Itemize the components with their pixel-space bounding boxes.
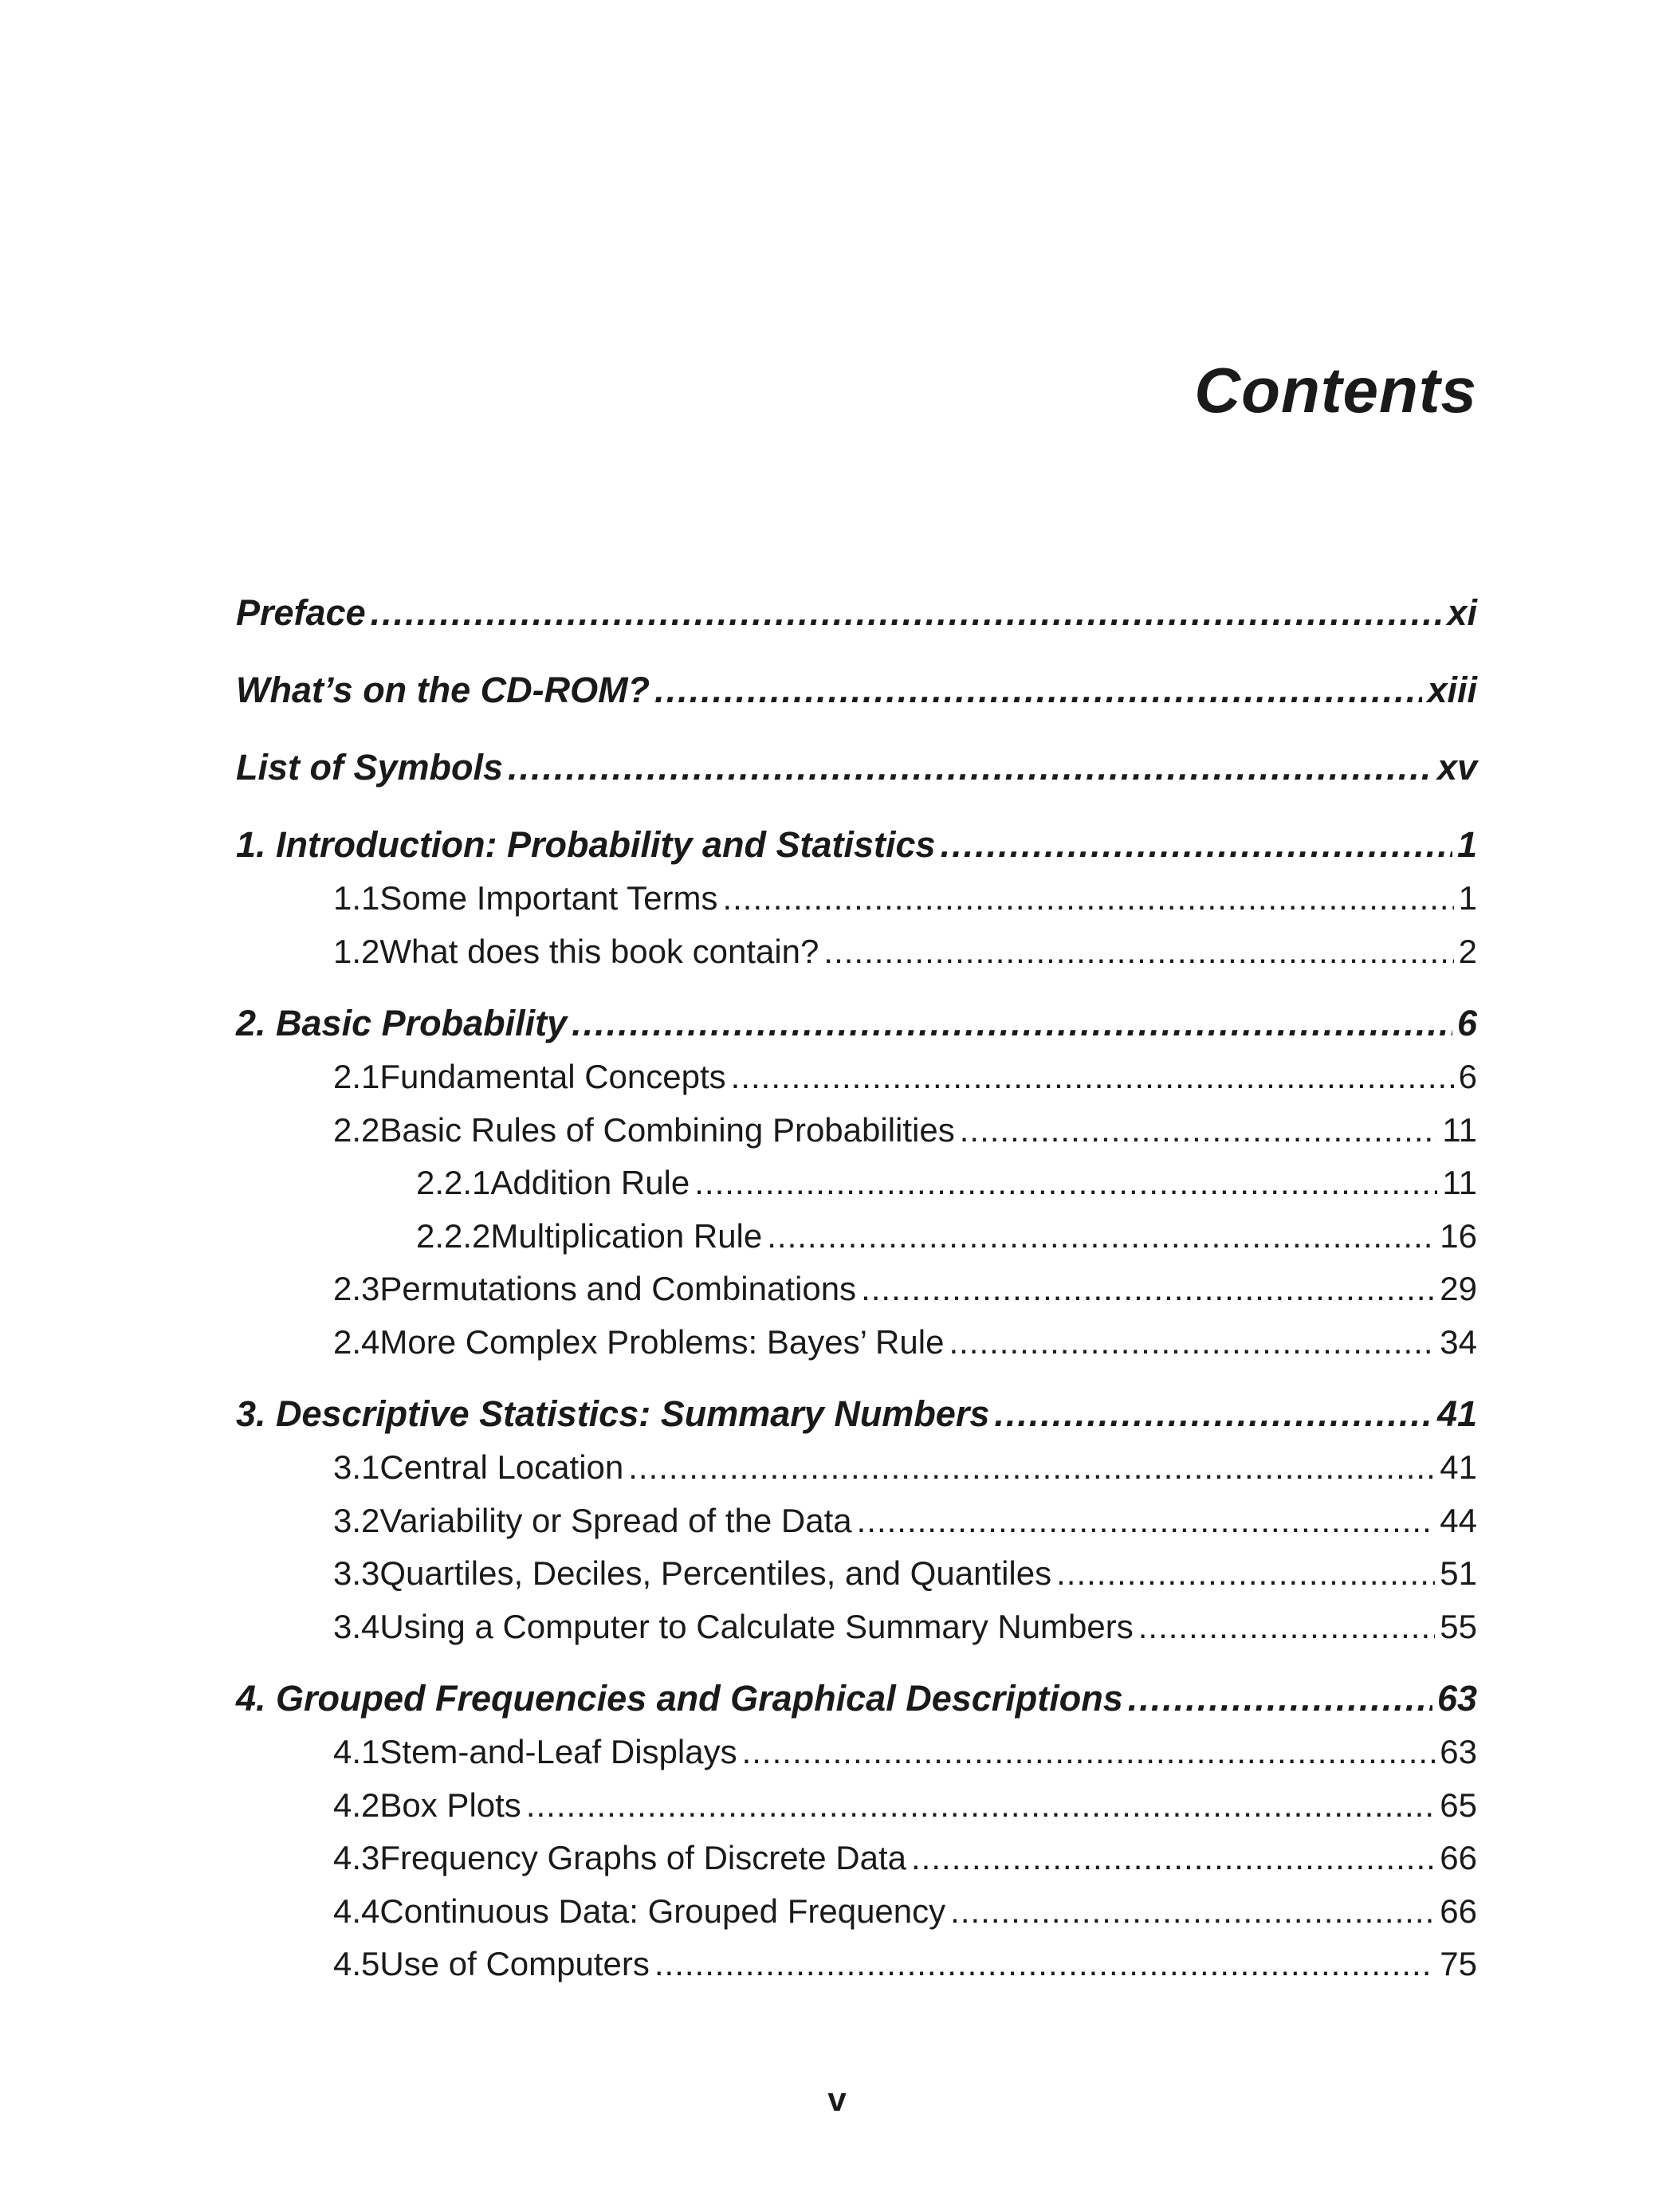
dot-leader	[654, 1938, 1435, 1991]
dot-leader	[694, 1157, 1437, 1210]
page-title: Contents	[1194, 355, 1477, 426]
toc-entry-label: What’s on the CD-ROM?	[236, 670, 650, 710]
toc-section-number: 2.2.2	[416, 1216, 491, 1255]
toc-entry-label: What does this book contain?	[379, 932, 819, 970]
toc-entry-label: Box Plots	[379, 1786, 521, 1824]
toc-entry-label: Multiplication Rule	[490, 1216, 763, 1255]
toc-chapter-1[interactable]	[236, 818, 1477, 872]
toc-entry-label: Preface	[236, 592, 366, 633]
dot-leader	[1056, 1547, 1435, 1601]
dot-leader	[654, 663, 1422, 717]
toc-entry-page: 41	[1436, 1393, 1477, 1434]
toc-entry-cdrom[interactable]	[236, 663, 1477, 717]
toc-section-4-4[interactable]	[236, 1885, 1477, 1939]
dot-leader	[941, 818, 1452, 872]
toc-entry-page: 66	[1440, 1839, 1477, 1876]
toc-section-3-1[interactable]	[236, 1441, 1477, 1495]
toc-subsection-2-2-2[interactable]	[236, 1210, 1477, 1263]
dot-leader	[572, 996, 1452, 1051]
toc-entry-page: 41	[1440, 1448, 1477, 1486]
toc-entry-page: 6	[1456, 1003, 1477, 1043]
toc-entry-page: 6	[1458, 1058, 1477, 1095]
toc-section-number: 2.3	[333, 1270, 380, 1307]
dot-leader	[1138, 1601, 1436, 1654]
dot-leader	[994, 1387, 1432, 1441]
toc-entry-list-of-symbols[interactable]	[236, 741, 1477, 795]
toc-entry-page: 11	[1442, 1164, 1477, 1201]
dot-leader	[731, 1051, 1454, 1104]
toc-entry-page: 63	[1436, 1678, 1477, 1719]
toc-entry-label: Using a Computer to Calculate Summary Numbers	[379, 1607, 1134, 1645]
toc-entry-page: 2	[1458, 932, 1477, 970]
toc-entry-preface[interactable]	[236, 586, 1477, 640]
dot-leader	[508, 741, 1432, 795]
dot-leader	[857, 1495, 1436, 1548]
dot-leader	[960, 1104, 1438, 1157]
toc-entry-page: 1	[1458, 879, 1477, 917]
toc-entry-page: 55	[1440, 1607, 1477, 1645]
toc-section-number: 3.1	[333, 1448, 380, 1486]
toc-section-4-2[interactable]	[236, 1779, 1477, 1833]
toc-section-3-2[interactable]	[236, 1495, 1477, 1548]
toc-section-number: 1.2	[333, 932, 380, 970]
dot-leader	[911, 1832, 1435, 1885]
toc-entry-label: Permutations and Combinations	[379, 1270, 857, 1307]
toc-entry-page: 66	[1440, 1892, 1477, 1930]
toc-entry-label: Use of Computers	[379, 1945, 650, 1982]
toc-subsection-2-2-1[interactable]	[236, 1157, 1477, 1210]
dot-leader	[722, 872, 1453, 925]
dot-leader	[949, 1316, 1435, 1369]
toc-entry-label: Variability or Spread of the Data	[379, 1501, 852, 1539]
toc-entry-page: 51	[1440, 1554, 1477, 1592]
toc-section-number: 2.4	[333, 1322, 380, 1361]
toc-section-2-2[interactable]	[236, 1104, 1477, 1157]
toc-entry-page: 44	[1440, 1501, 1477, 1539]
toc-entry-label: Quartiles, Deciles, Percentiles, and Quantiles	[379, 1554, 1052, 1592]
dot-leader	[526, 1779, 1435, 1833]
toc-entry-label: Stem-and-Leaf Displays	[379, 1733, 737, 1770]
toc-entry-label: Addition Rule	[490, 1164, 690, 1201]
dot-leader	[1128, 1672, 1432, 1726]
toc-chapter-4[interactable]	[236, 1672, 1477, 1726]
toc-entry-page: 65	[1440, 1786, 1477, 1824]
toc-entry-page: 11	[1442, 1110, 1477, 1149]
toc-section-3-3[interactable]	[236, 1547, 1477, 1601]
toc-section-3-4[interactable]	[236, 1601, 1477, 1654]
toc-section-number: 3.2	[333, 1501, 380, 1539]
toc-section-number: 2.2	[333, 1110, 380, 1149]
toc-entry-label: 4. Grouped Frequencies and Graphical Descriptions	[236, 1678, 1123, 1719]
toc-entry-page: xv	[1436, 747, 1477, 788]
toc-entry-label: More Complex Problems: Bayes’ Rule	[379, 1322, 945, 1361]
toc-entry-label: Continuous Data: Grouped Frequency	[379, 1892, 946, 1930]
toc-entry-page: 75	[1440, 1945, 1477, 1982]
dot-leader	[823, 925, 1453, 979]
toc-section-2-1[interactable]	[236, 1051, 1477, 1104]
dot-leader	[950, 1885, 1435, 1939]
toc-entry-label: 1. Introduction: Probability and Statistics	[236, 824, 936, 865]
toc-section-2-4[interactable]	[236, 1316, 1477, 1369]
dot-leader	[861, 1263, 1435, 1316]
toc-section-number: 3.4	[333, 1607, 380, 1645]
toc-entry-page: 1	[1456, 824, 1477, 865]
toc-section-number: 4.1	[333, 1733, 380, 1770]
toc-entry-page: xi	[1447, 592, 1477, 633]
toc-section-4-5[interactable]	[236, 1938, 1477, 1991]
toc-entry-label: Fundamental Concepts	[379, 1058, 726, 1095]
toc-section-number: 1.1	[333, 879, 380, 917]
dot-leader	[742, 1726, 1436, 1779]
toc-section-number: 4.3	[333, 1839, 380, 1876]
toc-section-number: 2.2.1	[416, 1164, 491, 1201]
toc-section-1-1[interactable]	[236, 872, 1477, 925]
dot-leader	[767, 1210, 1435, 1263]
table-of-contents	[236, 586, 1477, 1991]
toc-section-number: 4.4	[333, 1892, 380, 1930]
toc-chapter-2[interactable]	[236, 996, 1477, 1051]
toc-section-4-1[interactable]	[236, 1726, 1477, 1779]
toc-section-number: 4.5	[333, 1945, 380, 1982]
dot-leader	[628, 1441, 1435, 1495]
toc-entry-page: 63	[1440, 1733, 1477, 1770]
toc-entry-page: 16	[1440, 1216, 1477, 1255]
toc-entry-label: Some Important Terms	[379, 879, 718, 917]
toc-entry-label: Central Location	[379, 1448, 624, 1486]
toc-section-number: 4.2	[333, 1786, 380, 1824]
toc-entry-label: Frequency Graphs of Discrete Data	[379, 1839, 907, 1876]
toc-entry-label: 2. Basic Probability	[236, 1003, 568, 1043]
toc-entry-label: Basic Rules of Combining Probabilities	[379, 1110, 955, 1149]
toc-section-4-3[interactable]	[236, 1832, 1477, 1885]
toc-chapter-3[interactable]	[236, 1387, 1477, 1441]
toc-entry-page: 34	[1440, 1322, 1477, 1361]
toc-section-number: 3.3	[333, 1554, 380, 1592]
toc-section-2-3[interactable]	[236, 1263, 1477, 1316]
toc-entry-label: List of Symbols	[236, 747, 504, 788]
toc-section-1-2[interactable]	[236, 925, 1477, 979]
page-number: v	[827, 2080, 847, 2118]
dot-leader	[371, 586, 1443, 640]
toc-entry-page: 29	[1440, 1270, 1477, 1307]
toc-section-number: 2.1	[333, 1058, 380, 1095]
toc-entry-label: 3. Descriptive Statistics: Summary Numbers	[236, 1393, 990, 1434]
toc-entry-page: xiii	[1427, 670, 1477, 710]
